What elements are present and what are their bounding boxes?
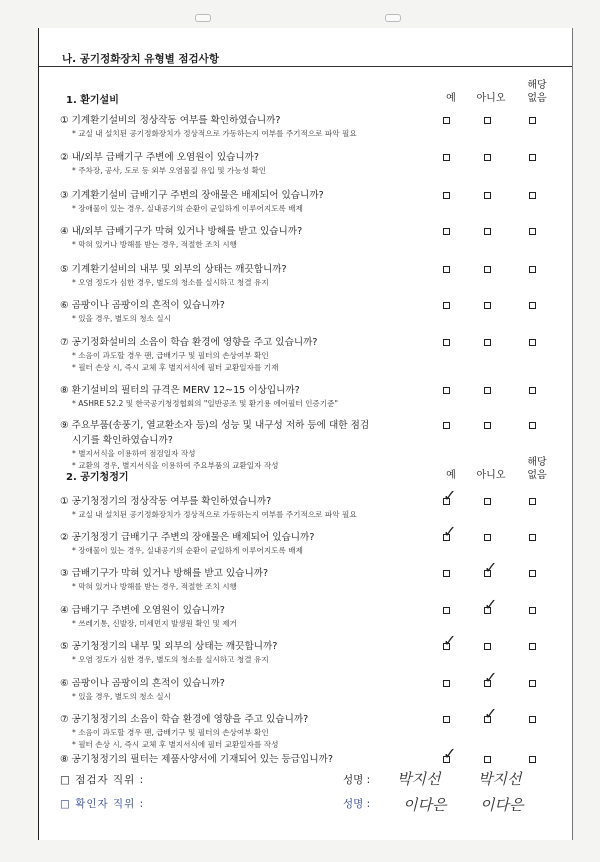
- column-na-line1: 해당: [527, 80, 547, 91]
- checkbox-yes[interactable]: [443, 339, 450, 346]
- checkbox-na[interactable]: [529, 228, 536, 235]
- checklist-item: [60, 188, 440, 215]
- item-question: ⑧ 공기청정기의 필터는 제품사양서에 기재되어 있는 등급입니까?: [60, 754, 333, 765]
- checkbox-na[interactable]: [529, 607, 536, 614]
- item-question: ⑦ 공기정화설비의 소음이 학습 환경에 영향을 주고 있습니까?: [60, 337, 318, 348]
- checklist-item: [60, 676, 440, 703]
- item-question: ① 기계환기설비의 정상작동 여부를 확인하였습니까?: [60, 115, 281, 126]
- item-note: * 장애물이 있는 경우, 실내공기의 순환이 균일하게 이루어지도록 배제: [72, 546, 303, 555]
- checkbox-yes[interactable]: [443, 228, 450, 235]
- item-note: * 오염 정도가 심한 경우, 별도의 청소를 실시하고 청결 유지: [72, 278, 269, 287]
- section2-title: 2. 공기청정기: [66, 472, 129, 483]
- check-mark-icon: ✓: [484, 704, 498, 723]
- confirmer-name-label: 성명 :: [343, 798, 371, 810]
- column-no: 아니오: [476, 93, 506, 104]
- checkbox-yes[interactable]: [443, 680, 450, 687]
- checkbox-na[interactable]: [529, 756, 536, 763]
- item-note: * 막혀 있거나 방해를 받는 경우, 적절한 조치 시행: [72, 582, 237, 591]
- item-note: * 소음이 과도할 경우 팬, 급배기구 및 필터의 손상여부 확인: [72, 728, 269, 737]
- checklist-item: [60, 639, 440, 666]
- item-note: * 쓰레기통, 신발장, 미세먼지 발생원 확인 및 제거: [72, 619, 237, 628]
- item-question: ⑥ 곰팡이나 곰팡이의 흔적이 있습니까?: [60, 678, 225, 689]
- check-mark-icon: ✓: [443, 522, 457, 541]
- checkbox-na[interactable]: [529, 534, 536, 541]
- inspector-label: □ 점검자 직위 :: [60, 774, 145, 786]
- item-note: * 별지서식을 이용하여 점검일자 작성: [72, 449, 196, 458]
- item-question: ⑤ 기계환기설비의 내부 및 외부의 상태는 깨끗합니까?: [60, 264, 287, 275]
- column-na-line2: 없음: [527, 93, 547, 104]
- checkbox-na[interactable]: [529, 570, 536, 577]
- item-question: ⑧ 환기설비의 필터의 규격은 MERV 12~15 이상입니까?: [60, 385, 300, 396]
- checkbox-yes[interactable]: [443, 570, 450, 577]
- inspector-name-label: 성명 :: [343, 774, 371, 786]
- item-question: ⑨ 주요부품(송풍기, 열교환소자 등)의 성능 및 내구성 저하 등에 대한 점검: [60, 420, 370, 431]
- item-note: * 막혀 있거나 방해를 받는 경우, 적절한 조치 시행: [72, 240, 237, 249]
- checkbox-na[interactable]: [529, 387, 536, 394]
- item-note: * 장애물이 있는 경우, 실내공기의 순환이 균일하게 이루어지도록 배제: [72, 204, 303, 213]
- confirmer-signature: 이다은: [480, 796, 524, 814]
- checkbox-no[interactable]: [484, 756, 491, 763]
- checkbox-na[interactable]: [529, 339, 536, 346]
- checklist-item: [60, 113, 440, 140]
- checkbox-yes[interactable]: [443, 422, 450, 429]
- checklist-item: [60, 603, 440, 630]
- check-mark-icon: ✓: [443, 744, 457, 763]
- checkbox-no[interactable]: [484, 117, 491, 124]
- checkbox-na[interactable]: [529, 422, 536, 429]
- check-mark-icon: ✓: [484, 668, 498, 687]
- checkbox-no[interactable]: [484, 534, 491, 541]
- checklist-item: [60, 335, 440, 374]
- inspector-name: 박지선: [397, 770, 441, 788]
- checklist-item: [60, 712, 440, 751]
- checkbox-no[interactable]: [484, 228, 491, 235]
- checklist-item: [60, 530, 440, 557]
- item-question: ① 공기청정기의 정상작동 여부를 확인하였습니까?: [60, 496, 272, 507]
- item-note: * 필터 손상 시, 즉시 교체 후 별지서식에 필터 교환일자를 작성: [72, 740, 279, 749]
- binder-hole: [195, 14, 211, 22]
- checkbox-yes[interactable]: [443, 302, 450, 309]
- checkbox-no[interactable]: [484, 266, 491, 273]
- item-note: * 오염 정도가 심한 경우, 별도의 청소를 실시하고 청결 유지: [72, 655, 269, 664]
- column-na-line2: 없음: [527, 470, 547, 481]
- confirmer-name: 이다은: [403, 796, 447, 814]
- checkbox-no[interactable]: [484, 192, 491, 199]
- check-mark-icon: ✓: [484, 558, 498, 577]
- page-heading: 나. 공기정화장치 유형별 점검사항: [62, 53, 219, 65]
- column-no: 아니오: [476, 470, 506, 481]
- checkbox-yes[interactable]: [443, 117, 450, 124]
- item-note: * 소음이 과도할 경우 팬, 급배기구 및 필터의 손상여부 확인: [72, 351, 269, 360]
- item-note: * 교실 내 설치된 공기정화장치가 정상적으로 가동하는지 여부를 주기적으로 파악 필요: [72, 510, 357, 519]
- item-question: ② 내/외부 급배기구 주변에 오염원이 있습니까?: [60, 152, 259, 163]
- item-question: ④ 내/외부 급배기구가 막혀 있거나 방해를 받고 있습니까?: [60, 226, 303, 237]
- item-note: * 교실 내 설치된 공기정화장치가 정상적으로 가동하는지 여부를 주기적으로 파악 필요: [72, 129, 357, 138]
- item-question: ④ 급배기구 주변에 오염원이 있습니까?: [60, 605, 225, 616]
- checklist-item: [60, 224, 440, 251]
- section1-title: 1. 환기설비: [66, 95, 119, 106]
- checkbox-yes[interactable]: [443, 192, 450, 199]
- checklist-item: [60, 298, 440, 325]
- column-na: [512, 79, 562, 105]
- checkbox-yes[interactable]: [443, 387, 450, 394]
- check-mark-icon: ✓: [443, 486, 457, 505]
- checkbox-na[interactable]: [529, 192, 536, 199]
- checklist-item: [60, 494, 440, 521]
- checkbox-na[interactable]: [529, 716, 536, 723]
- item-question-continued: 시기를 확인하였습니까?: [72, 435, 173, 446]
- item-question: ⑤ 공기청정기의 내부 및 외부의 상태는 깨끗합니까?: [60, 641, 278, 652]
- item-note: * 교환의 경우, 별지서식을 이용하여 주요부품의 교환일자 작성: [72, 461, 279, 470]
- column-na-line1: 해당: [527, 457, 547, 468]
- checkbox-na[interactable]: [529, 117, 536, 124]
- inspector-signature: 박지선: [478, 770, 522, 788]
- checkbox-na[interactable]: [529, 266, 536, 273]
- checklist-item: [60, 262, 440, 289]
- item-note: * ASHRE 52.2 및 한국공기청정협회의 "일반공조 및 환기용 에어필터 인증기준": [72, 399, 338, 408]
- column-yes: 예: [446, 93, 456, 104]
- checkbox-yes[interactable]: [443, 154, 450, 161]
- item-question: ③ 기계환기설비 급배기구 주변의 장애물은 배제되어 있습니까?: [60, 190, 324, 201]
- column-yes: 예: [446, 470, 456, 481]
- item-note: * 있을 경우, 별도의 청소 실시: [72, 314, 171, 323]
- item-note: * 있을 경우, 별도의 청소 실시: [72, 692, 171, 701]
- checklist-item: [60, 752, 440, 767]
- checkbox-no[interactable]: [484, 154, 491, 161]
- item-question: ⑥ 곰팡이나 곰팡이의 흔적이 있습니까?: [60, 300, 225, 311]
- checkbox-no[interactable]: [484, 302, 491, 309]
- item-question: ② 공기청정기 급배기구 주변의 장애물은 배제되어 있습니까?: [60, 532, 315, 543]
- checkbox-no[interactable]: [484, 643, 491, 650]
- checkbox-na[interactable]: [529, 154, 536, 161]
- checkbox-no[interactable]: [484, 339, 491, 346]
- check-mark-icon: ✓: [484, 595, 498, 614]
- checkbox-yes[interactable]: [443, 716, 450, 723]
- item-note: * 주차장, 공사, 도로 등 외부 오염물질 유입 및 가능성 확인: [72, 166, 267, 175]
- checkbox-no[interactable]: [484, 387, 491, 394]
- binder-hole: [385, 14, 401, 22]
- checkbox-no[interactable]: [484, 422, 491, 429]
- checklist-item: [60, 418, 440, 472]
- checklist-item: [60, 566, 440, 593]
- checkbox-no[interactable]: [484, 498, 491, 505]
- checkbox-na[interactable]: [529, 498, 536, 505]
- checkbox-na[interactable]: [529, 302, 536, 309]
- check-mark-icon: ✓: [443, 631, 457, 650]
- item-note: * 필터 손상 시, 즉시 교체 후 별지서식에 필터 교환일자를 기재: [72, 363, 279, 372]
- heading-divider: [39, 66, 572, 67]
- checkbox-na[interactable]: [529, 643, 536, 650]
- checklist-item: [60, 383, 440, 410]
- checkbox-yes[interactable]: [443, 607, 450, 614]
- column-na: [512, 456, 562, 482]
- checklist-item: [60, 150, 440, 177]
- item-question: ③ 급배기구가 막혀 있거나 방해를 받고 있습니까?: [60, 568, 269, 579]
- confirmer-label: □ 확인자 직위 :: [60, 798, 145, 810]
- checkbox-yes[interactable]: [443, 266, 450, 273]
- checkbox-na[interactable]: [529, 680, 536, 687]
- item-question: ⑦ 공기청정기의 소음이 학습 환경에 영향을 주고 있습니까?: [60, 714, 309, 725]
